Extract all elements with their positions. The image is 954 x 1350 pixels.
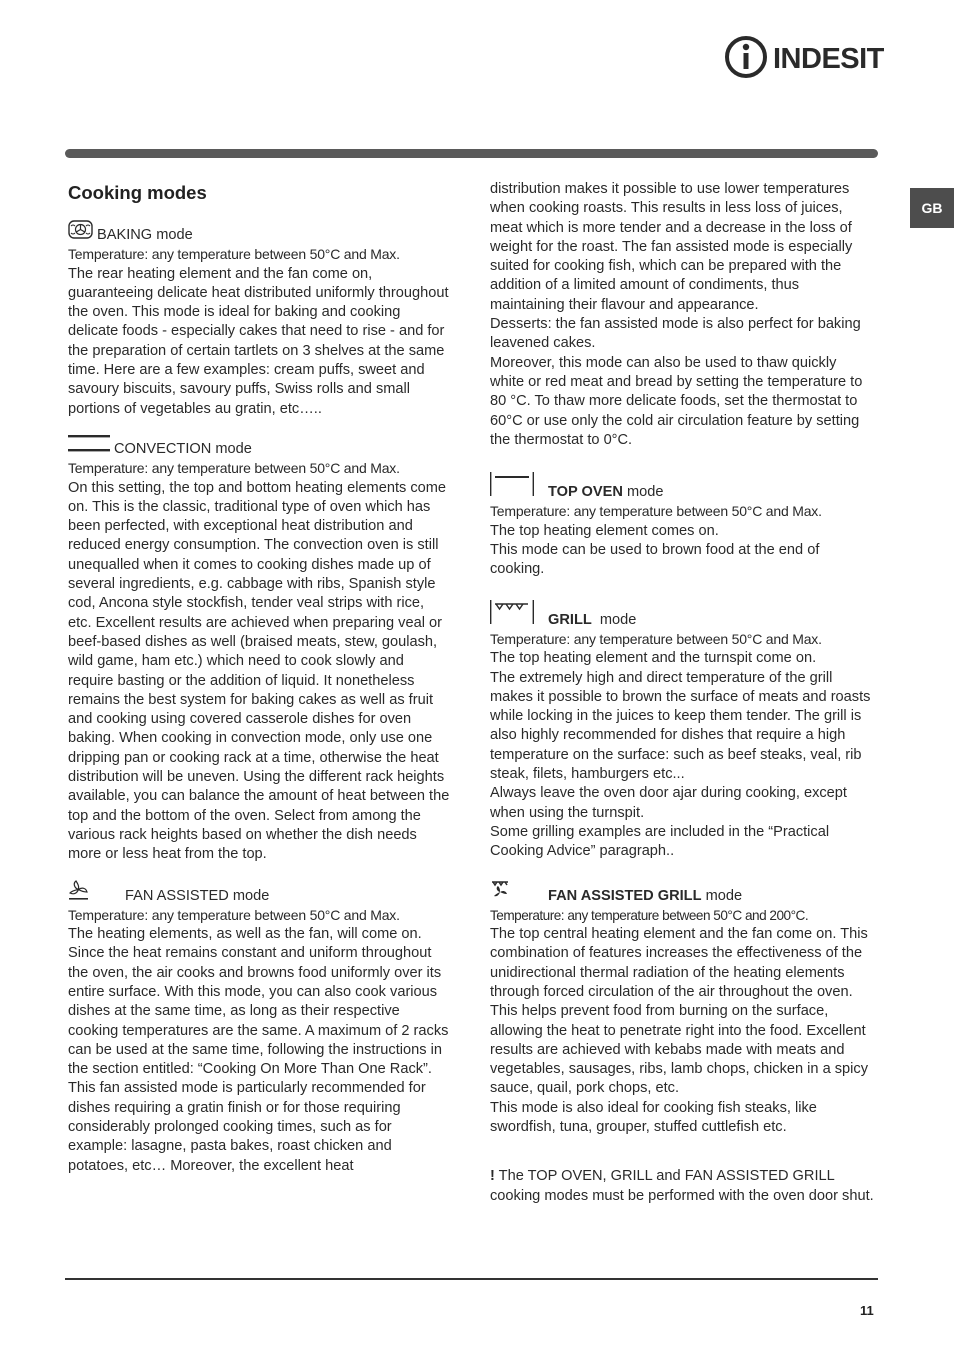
convection-heading: [68, 433, 450, 459]
fan-assisted-description: The heating elements, as well as the fan, will come on. Since the heat remains constant and uniform throughout the oven, the air cooks and browns food uniformly over its entire surface. With this mode, you can also cook various dishes at the same time, as long as their respective cooking temperatures are the same. A maximum of 2 racks can be used at the same time, following the instructions in the section entitled: “Cooking On More Than One Rack”.: [68, 926, 449, 1078]
grill-description-3: Always leave the oven door ajar during cooking, except when using the turnspit.: [490, 785, 847, 821]
continued-text: distribution makes it possible to use lower temperatures when cooking roasts. This results in less loss of juices, meat which is more tender and a decrease in the loss of weight for the roast. The fan assisted mode is especially suited for cooking fish, which can be prepared with the addition of a limited amount of condiments, thus maintaining their flavour and appearance.: [490, 181, 853, 313]
grill-description: The top heating element and the turnspit come on.: [490, 650, 817, 667]
bottom-divider: [65, 1278, 878, 1280]
fan-assisted-temperature: Temperature: any temperature between 50°C and Max.: [68, 906, 400, 923]
indesit-logo: [724, 34, 884, 80]
baking-description: The rear heating element and the fan come on, guaranteeing delicate heat distributed uniformly throughout the oven. This mode is ideal for baking and cooking delicate foods - especially cakes that need to rise - and for the preparation of certain tartlets on 3 shelves at the same time. Here are a few examples: cream puffs, sweet and savoury biscuits, savoury puffs, Swiss rolls and small portions of vegetables au gratin, etc…..: [68, 265, 449, 417]
convection-description: On this setting, the top and bottom heating elements come on. This is the classic, traditional type of oven which has been perfected, with exceptional heat distribution and reduced energy consumption. The convection oven is still unequalled when it comes to cooking dishes made up of several ingredients, e.g. cabbage with ribs, Spanish style cod, Ancona style stockfish, tender veal strips with rice, etc. Excellent results are achieved when preparing veal or beef-based dishes as well (braised meats, stew, goulash, wild game, ham etc.) which need to cook slowly and require basting or the addition of liquid. It nonetheless remains the best system for baking cakes as well as fruit and cooking using covered casserole dishes for oven baking. When cooking in convection mode, only use one dripping pan or cooking rack at a time, otherwise the heat distribution will be uneven. Using the different rack heights available, you can balance the amount of heat between the top and the bottom of the oven. Select from among the various rack heights based on whether the dish needs more or less heat from the top.: [68, 479, 450, 863]
grill-temperature: Temperature: any temperature between 50°C and Max.: [490, 630, 822, 647]
grill-section: [490, 600, 874, 862]
page-number: 11: [860, 1303, 874, 1318]
brand-name: INDESIT: [773, 43, 884, 75]
left-column: [68, 180, 450, 1190]
safety-note: ! The TOP OVEN, GRILL and FAN ASSISTED GRILL cooking modes must be performed with the oven door shut.: [490, 1168, 874, 1204]
fan-grill-heading: [490, 880, 874, 906]
page-title: Cooking modes: [68, 182, 207, 203]
fan-grill-icon: [490, 880, 510, 906]
baking-section: [68, 220, 450, 419]
fan-grill-title: FAN ASSISTED GRILL mode: [548, 887, 743, 904]
top-oven-description-2: This mode can be used to brown food at the end of cooking.: [490, 542, 820, 578]
baking-icon: [68, 220, 93, 245]
continued-text-3: Moreover, this mode can also be used to thaw quickly white or red meat and bread by setting the temperature to 80 °C. To thaw more delicate foods, set the thermostat to 60°C or use only the cold air circulation feature by setting the thermostat to 0°C.: [490, 354, 863, 448]
grill-description-2: The extremely high and direct temperature of the grill makes it possible to brown the surface of meats and roasts while locking in the juices to keep them tender. The grill is also highly recommended for dishes that require a high temperature on the surface: such as beef steaks, veal, rib steak, filets, hamburgers etc...: [490, 669, 871, 783]
warning-mark: !: [490, 1168, 495, 1185]
convection-section: [68, 433, 450, 865]
fan-assisted-section: [68, 879, 450, 1176]
top-oven-description: The top heating element comes on.: [490, 522, 719, 539]
top-oven-heading: [490, 472, 874, 502]
grill-icon: [490, 600, 534, 630]
grill-title: GRILL mode: [548, 611, 637, 628]
fan-grill-description: The top central heating element and the fan come on. This combination of features increases the effectiveness of the unidirectional thermal radiation of the heating elements through forced circulation of the air throughout the oven. This helps prevent food from burning on the surface, allowing the heat to penetrate right into the food. Excellent results are achieved with kebabs made with meats and vegetables, sausages, ribs, lamb chops, chicken in a spicy sauce, quail, pork chops, etc.: [490, 926, 869, 1097]
fan-grill-description-2: This mode is also ideal for cooking fish steaks, like swordfish, tuna, grouper, stuffed cuttlefish etc.: [490, 1099, 817, 1136]
continued-text-2: Desserts: the fan assisted mode is also perfect for baking leavened cakes.: [490, 316, 861, 352]
fan-assisted-title: FAN ASSISTED mode: [125, 887, 270, 904]
fan-icon: [68, 879, 89, 906]
baking-temperature: Temperature: any temperature between 50°C and Max.: [68, 246, 400, 263]
right-column: [490, 180, 874, 1206]
top-oven-temperature: Temperature: any temperature between 50°C and Max.: [490, 503, 822, 520]
fan-assisted-heading: [68, 879, 450, 906]
language-tab[interactable]: GB: [910, 188, 954, 228]
baking-heading: [68, 220, 450, 245]
top-oven-title: TOP OVEN mode: [548, 484, 664, 501]
top-oven-icon: [490, 472, 534, 502]
fan-grill-section: [490, 880, 874, 1138]
convection-icon: [68, 433, 110, 459]
convection-temperature: Temperature: any temperature between 50°C and Max.: [68, 460, 400, 477]
top-divider: [65, 149, 878, 158]
fan-assisted-description-2: This fan assisted mode is particularly recommended for dishes requiring a gratin finish or for those requiring considerably prolonged cooking times, such as for example: lasagne, pasta bakes, roast chicken and potatoes, etc… Moreover, the excellent heat: [68, 1080, 426, 1174]
top-oven-section: [490, 472, 874, 579]
fan-assisted-continued: [490, 180, 874, 450]
convection-title: CONVECTION mode: [114, 440, 252, 457]
grill-description-4: Some grilling examples are included in the “Practical Cooking Advice” paragraph..: [490, 823, 830, 860]
grill-heading: [490, 600, 874, 630]
fan-grill-temperature: Temperature: any temperature between 50°C and 200°C.: [490, 907, 809, 923]
baking-title: BAKING mode: [97, 227, 193, 243]
